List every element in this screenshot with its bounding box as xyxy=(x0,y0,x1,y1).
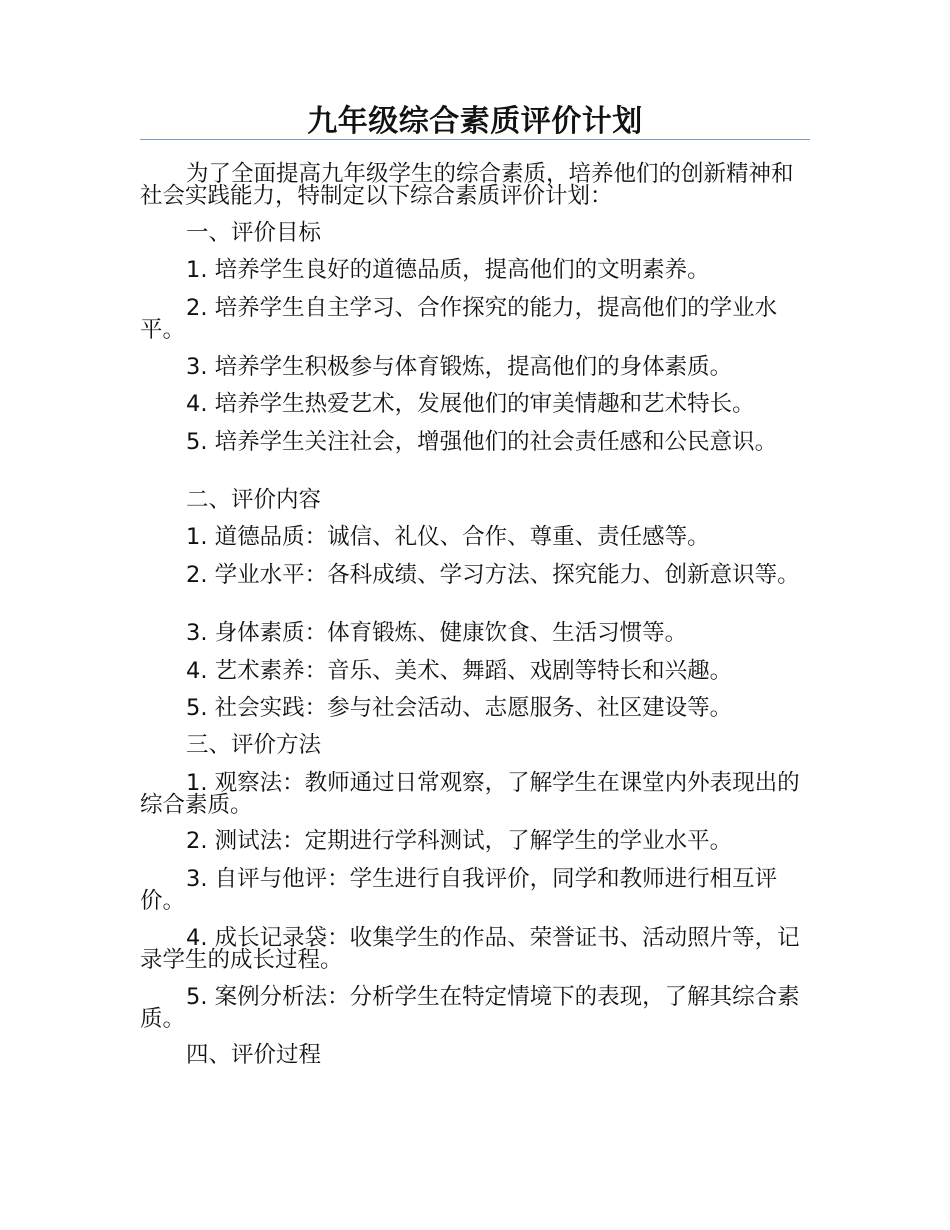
content-item-2: 2. 学业水平：各科成绩、学习方法、探究能力、创新意识等。 xyxy=(186,562,800,588)
method-item-4: 4. 成长记录袋：收集学生的作品、荣誉证书、活动照片等，记录学生的成长过程。 xyxy=(140,925,800,973)
goal-item-5: 5. 培养学生关注社会，增强他们的社会责任感和公民意识。 xyxy=(186,429,778,455)
section-heading-goals: 一、评价目标 xyxy=(186,220,322,246)
goal-item-4: 4. 培养学生热爱艺术，发展他们的审美情趣和艺术特长。 xyxy=(186,391,755,417)
document-title: 九年级综合素质评价计划 xyxy=(307,104,643,139)
content-item-3: 3. 身体素质：体育锻炼、健康饮食、生活习惯等。 xyxy=(186,620,688,646)
title-underline xyxy=(140,139,810,140)
method-item-5: 5. 案例分析法：分析学生在特定情境下的表现，了解其综合素质。 xyxy=(140,984,800,1032)
section-heading-process: 四、评价过程 xyxy=(186,1042,322,1068)
section-heading-content: 二、评价内容 xyxy=(186,487,322,513)
content-item-5: 5. 社会实践：参与社会活动、志愿服务、社区建设等。 xyxy=(186,695,733,721)
method-item-2: 2. 测试法：定期进行学科测试，了解学生的学业水平。 xyxy=(186,828,733,854)
method-item-1: 1. 观察法：教师通过日常观察，了解学生在课堂内外表现出的综合素质。 xyxy=(140,770,800,818)
goal-item-1: 1. 培养学生良好的道德品质，提高他们的文明素养。 xyxy=(186,257,710,283)
method-item-3: 3. 自评与他评：学生进行自我评价，同学和教师进行相互评价。 xyxy=(140,866,778,914)
goal-item-2: 2. 培养学生自主学习、合作探究的能力，提高他们的学业水平。 xyxy=(140,295,778,343)
content-item-4: 4. 艺术素养：音乐、美术、舞蹈、戏剧等特长和兴趣。 xyxy=(186,658,733,684)
content-item-1: 1. 道德品质：诚信、礼仪、合作、尊重、责任感等。 xyxy=(186,524,710,550)
section-heading-methods: 三、评价方法 xyxy=(186,732,322,758)
goal-item-3: 3. 培养学生积极参与体育锻炼，提高他们的身体素质。 xyxy=(186,354,733,380)
intro-paragraph: 为了全面提高九年级学生的综合素质，培养他们的创新精神和社会实践能力，特制定以下综合素质评价计划： xyxy=(140,161,794,209)
